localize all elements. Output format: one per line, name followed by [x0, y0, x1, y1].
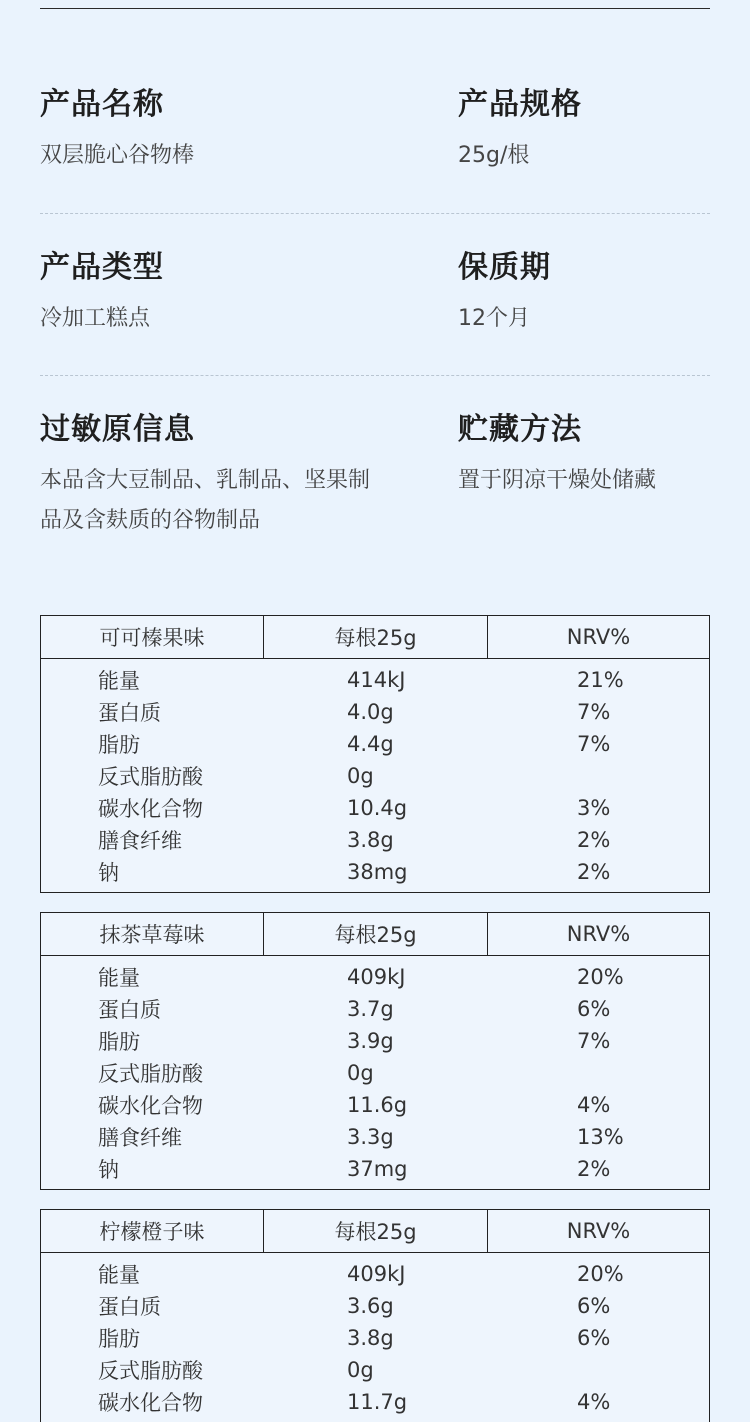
nutrient-amount: 4.4g — [347, 732, 394, 756]
nutrient-amount: 3.6g — [347, 1294, 394, 1318]
table-row — [41, 664, 709, 696]
table-row — [41, 1322, 709, 1354]
top-divider — [40, 8, 710, 9]
nutrient-name: 脂肪 — [98, 1327, 140, 1351]
product-info — [40, 80, 710, 541]
info-title: 保质期 — [458, 250, 551, 285]
nutrition-table — [40, 1209, 710, 1422]
table-row — [41, 993, 709, 1025]
nutrient-nrv: 2% — [577, 1157, 611, 1181]
info-row — [40, 80, 710, 243]
table-header — [41, 616, 709, 659]
nutrient-nrv: 20% — [577, 965, 624, 989]
nutrient-amount: 0g — [347, 1061, 374, 1085]
nutrient-amount: 3.9g — [347, 1029, 394, 1053]
table-row — [41, 856, 709, 888]
flavor-header: 可可榛果味 — [41, 616, 264, 658]
nutrient-name: 脂肪 — [98, 733, 140, 757]
nutrient-nrv: 7% — [577, 1029, 611, 1053]
table-row — [41, 760, 709, 792]
nutrient-amount: 3.8g — [347, 828, 394, 852]
table-row — [41, 1354, 709, 1386]
nrv-header: NRV% — [566, 625, 631, 649]
per-serving-header: 每根25g — [264, 1210, 488, 1252]
nutrient-name: 碳水化合物 — [98, 797, 203, 821]
nutrient-name: 能量 — [98, 669, 140, 693]
nutrient-name: 反式脂肪酸 — [98, 1359, 203, 1383]
nutrient-name: 钠 — [98, 861, 119, 885]
nutrient-amount: 409kJ — [347, 965, 406, 989]
nutrient-amount: 11.6g — [347, 1093, 408, 1117]
info-title: 贮藏方法 — [458, 412, 582, 447]
table-header — [41, 913, 709, 956]
dashed-divider — [40, 375, 710, 376]
nutrient-nrv: 4% — [577, 1093, 611, 1117]
info-row — [40, 405, 710, 541]
info-value: 置于阴凉干燥处储藏 — [458, 468, 657, 493]
nutrient-nrv: 21% — [577, 668, 624, 692]
dashed-divider — [40, 213, 710, 214]
table-row — [41, 1057, 709, 1089]
flavor-header: 柠檬橙子味 — [41, 1210, 264, 1252]
nutrient-name: 蛋白质 — [98, 701, 161, 725]
table-row — [41, 1153, 709, 1185]
nutrient-amount: 409kJ — [347, 1262, 406, 1286]
info-item-allergen — [40, 405, 458, 541]
nutrient-amount: 0g — [347, 1358, 374, 1382]
info-item-storage — [458, 405, 710, 541]
table-row — [41, 696, 709, 728]
nutrient-name: 膳食纤维 — [98, 1126, 182, 1150]
nrv-header: NRV% — [566, 1219, 631, 1243]
nutrient-name: 蛋白质 — [98, 998, 161, 1022]
nutrient-amount: 414kJ — [347, 668, 406, 692]
info-item-spec — [458, 80, 710, 243]
info-item-product-type — [40, 243, 458, 405]
nutrient-nrv: 3% — [577, 796, 611, 820]
nutrient-name: 反式脂肪酸 — [98, 1062, 203, 1086]
nutrition-table — [40, 615, 710, 893]
table-row — [41, 792, 709, 824]
info-item-shelf-life — [458, 243, 710, 405]
info-value: 25g/根 — [458, 143, 530, 168]
flavor-header: 抹茶草莓味 — [41, 913, 264, 955]
nutrient-name: 脂肪 — [98, 1030, 140, 1054]
table-row — [41, 961, 709, 993]
info-value: 本品含大豆制品、乳制品、坚果制品及含麸质的谷物制品 — [40, 468, 371, 533]
nutrient-amount: 37mg — [347, 1157, 408, 1181]
info-item-product-name — [40, 80, 458, 243]
per-serving-header: 每根25g — [264, 913, 488, 955]
info-value: 双层脆心谷物棒 — [40, 143, 195, 168]
nutrient-amount: 0g — [347, 764, 374, 788]
nutrient-nrv: 20% — [577, 1262, 624, 1286]
table-row — [41, 1025, 709, 1057]
info-title: 产品类型 — [40, 250, 164, 285]
table-row — [41, 824, 709, 856]
info-row — [40, 243, 710, 405]
per-serving-header: 每根25g — [264, 616, 488, 658]
table-header — [41, 1210, 709, 1253]
nrv-header: NRV% — [566, 922, 631, 946]
nutrient-amount: 10.4g — [347, 796, 408, 820]
table-row — [41, 728, 709, 760]
table-row — [41, 1121, 709, 1153]
info-title: 产品规格 — [458, 87, 582, 122]
info-value: 冷加工糕点 — [40, 306, 151, 331]
nutrient-amount: 4.0g — [347, 700, 394, 724]
nutrient-nrv: 6% — [577, 1326, 611, 1350]
nutrient-nrv: 6% — [577, 1294, 611, 1318]
table-row — [41, 1258, 709, 1290]
table-row — [41, 1290, 709, 1322]
table-row — [41, 1089, 709, 1121]
info-value: 12个月 — [458, 306, 530, 331]
nutrient-name: 反式脂肪酸 — [98, 765, 203, 789]
nutrient-amount: 11.7g — [347, 1390, 408, 1414]
nutrient-name: 膳食纤维 — [98, 829, 182, 853]
info-title: 过敏原信息 — [40, 412, 195, 447]
nutrient-name: 钠 — [98, 1158, 119, 1182]
nutrient-name: 碳水化合物 — [98, 1391, 203, 1415]
nutrient-nrv: 6% — [577, 997, 611, 1021]
nutrient-name: 能量 — [98, 1263, 140, 1287]
nutrient-nrv: 4% — [577, 1390, 611, 1414]
nutrient-amount: 3.3g — [347, 1125, 394, 1149]
info-title: 产品名称 — [40, 87, 164, 122]
nutrition-table — [40, 912, 710, 1190]
nutrient-name: 碳水化合物 — [98, 1094, 203, 1118]
nutrient-nrv: 7% — [577, 732, 611, 756]
nutrient-name: 蛋白质 — [98, 1295, 161, 1319]
nutrient-nrv: 13% — [577, 1125, 624, 1149]
nutrient-name: 能量 — [98, 966, 140, 990]
nutrient-nrv: 2% — [577, 860, 611, 884]
nutrient-nrv: 2% — [577, 828, 611, 852]
table-row — [41, 1386, 709, 1418]
nutrient-amount: 3.8g — [347, 1326, 394, 1350]
nutrient-nrv: 7% — [577, 700, 611, 724]
nutrient-amount: 3.7g — [347, 997, 394, 1021]
nutrient-amount: 38mg — [347, 860, 408, 884]
